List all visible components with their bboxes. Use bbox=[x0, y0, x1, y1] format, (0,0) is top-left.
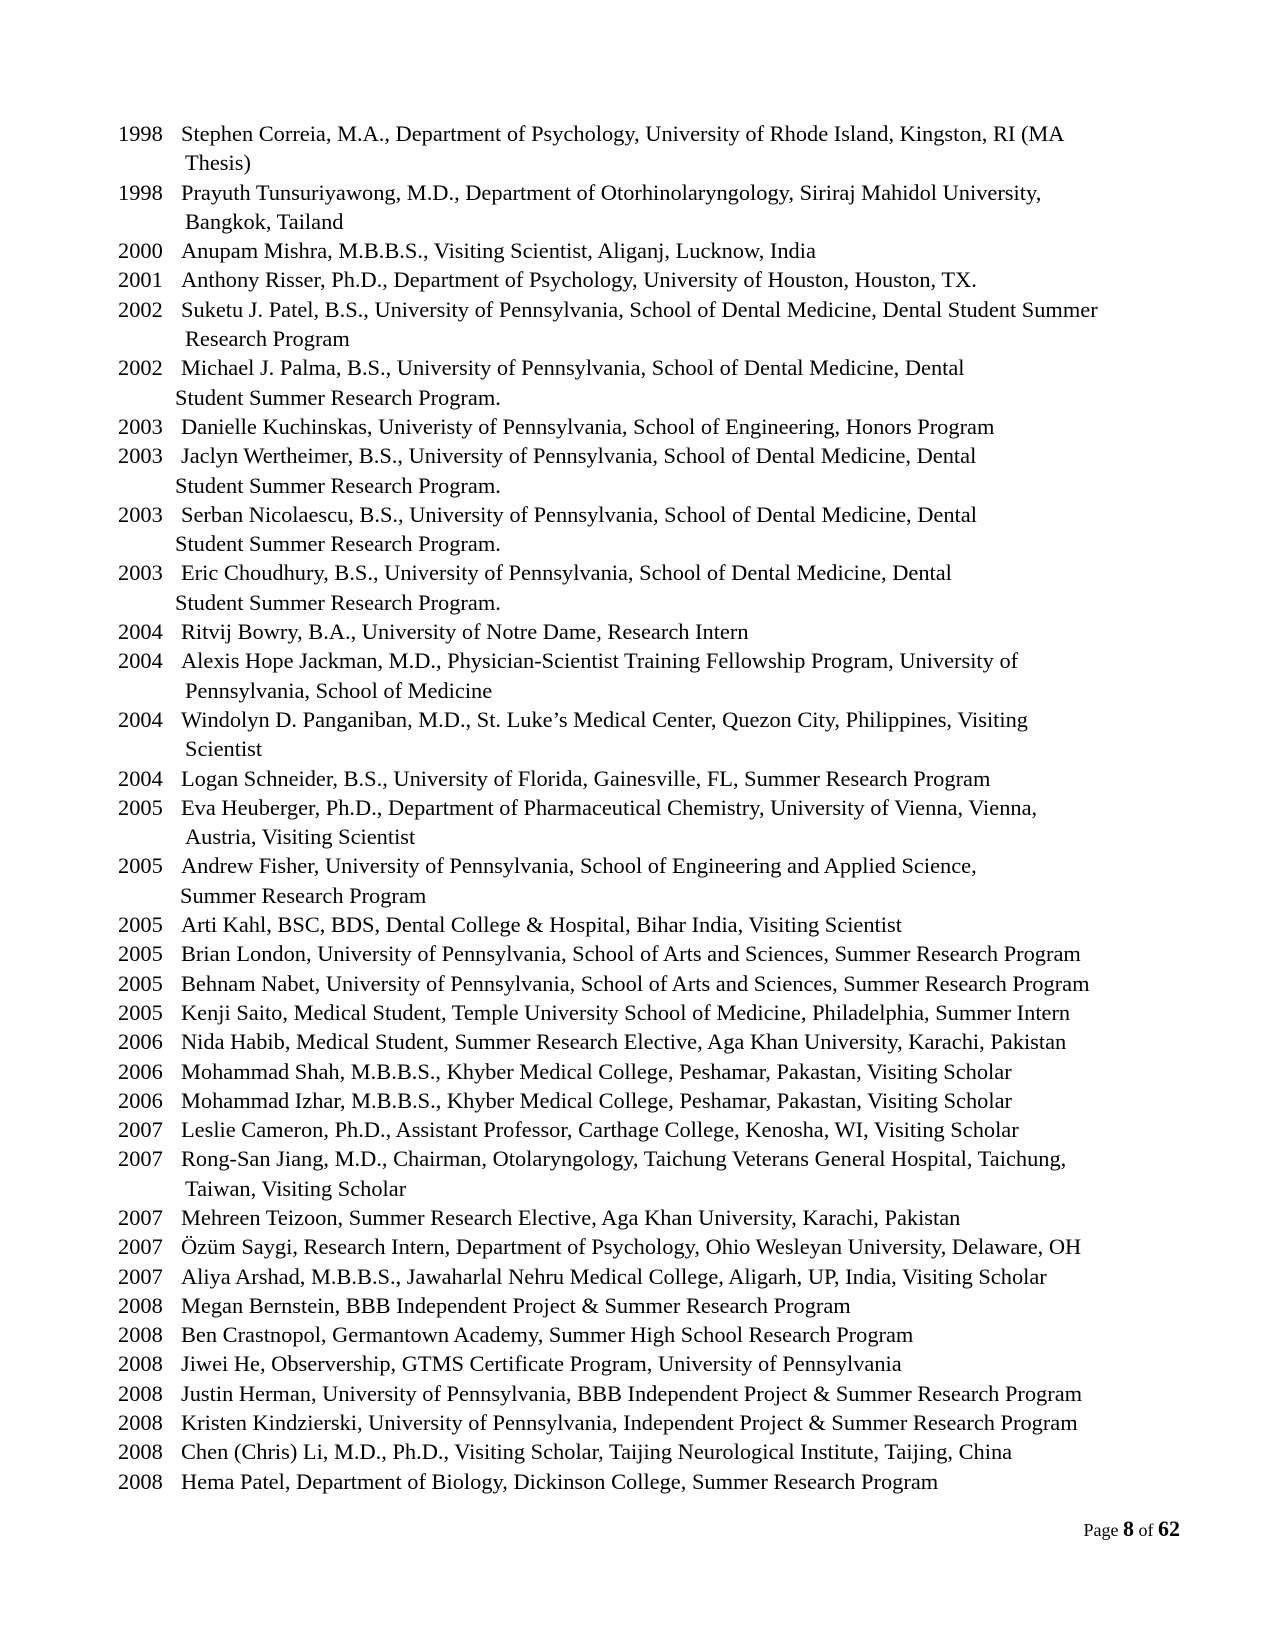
list-item bbox=[118, 500, 1208, 559]
entry-text: Alexis Hope Jackman, M.D., Physician-Scientist Training Fellowship Program, University of bbox=[181, 648, 1019, 674]
entry-first-line bbox=[118, 939, 1208, 968]
entry-year: 2008 bbox=[118, 1292, 163, 1318]
list-item bbox=[118, 1320, 1208, 1349]
entry-continuation: Pennsylvania, School of Medicine bbox=[185, 677, 493, 703]
entry-continuation: Scientist bbox=[185, 736, 263, 762]
list-item bbox=[118, 851, 1208, 910]
entry-continuation: Research Program bbox=[185, 326, 350, 352]
page-number: 8 bbox=[1123, 1516, 1134, 1541]
entry-year: 2003 bbox=[118, 560, 163, 586]
entry-text: Jaclyn Wertheimer, B.S., University of Pennsylvania, School of Dental Medicine, Dental bbox=[181, 443, 977, 469]
list-item bbox=[118, 1232, 1208, 1261]
entry-first-line bbox=[118, 236, 1208, 265]
entry-first-line bbox=[118, 1291, 1208, 1320]
entry-text: Justin Herman, University of Pennsylvania, BBB Independent Project & Summer Research Program bbox=[181, 1380, 1083, 1406]
entry-year: 2001 bbox=[118, 267, 163, 293]
entry-year: 2007 bbox=[118, 1263, 163, 1289]
entry-text: Megan Bernstein, BBB Independent Project & Summer Research Program bbox=[181, 1292, 851, 1318]
list-item bbox=[118, 1408, 1208, 1437]
entry-text: Kenji Saito, Medical Student, Temple University School of Medicine, Philadelphia, Summer Intern bbox=[181, 999, 1071, 1025]
entry-first-line bbox=[118, 1379, 1208, 1408]
entry-continuation: Student Summer Research Program. bbox=[175, 384, 501, 410]
entry-continuation: Bangkok, Tailand bbox=[185, 208, 344, 234]
entry-year: 1998 bbox=[118, 121, 163, 146]
entry-year: 2002 bbox=[118, 355, 163, 381]
entry-continuation: Student Summer Research Program. bbox=[175, 589, 501, 615]
entry-text: Rong-San Jiang, M.D., Chairman, Otolaryngology, Taichung Veterans General Hospital, Taichung, bbox=[181, 1146, 1067, 1172]
entry-first-line bbox=[118, 646, 1208, 675]
entry-first-line bbox=[118, 705, 1208, 734]
entry-first-line bbox=[118, 1057, 1208, 1086]
list-item bbox=[118, 558, 1208, 617]
entry-first-line bbox=[118, 500, 1208, 529]
list-item bbox=[118, 764, 1208, 793]
list-item bbox=[118, 998, 1208, 1027]
list-item bbox=[118, 353, 1208, 412]
entry-text: Aliya Arshad, M.B.B.S., Jawaharlal Nehru Medical College, Aligarh, UP, India, Visiting Scholar bbox=[181, 1263, 1047, 1289]
entry-first-line bbox=[118, 1232, 1208, 1261]
entry-text: Behnam Nabet, University of Pennsylvania, School of Arts and Sciences, Summer Research Program bbox=[181, 970, 1090, 996]
entry-first-line bbox=[118, 1467, 1208, 1496]
entry-text: Arti Kahl, BSC, BDS, Dental College & Hospital, Bihar India, Visiting Scientist bbox=[181, 912, 902, 938]
entry-text: Eva Heuberger, Ph.D., Department of Pharmaceutical Chemistry, University of Vienna, Vienna, bbox=[181, 794, 1038, 820]
list-item bbox=[118, 1086, 1208, 1115]
list-item bbox=[118, 646, 1208, 705]
entry-first-line bbox=[118, 1349, 1208, 1378]
list-item bbox=[118, 1203, 1208, 1232]
entry-first-line bbox=[118, 265, 1208, 294]
list-item bbox=[118, 617, 1208, 646]
list-item bbox=[118, 1262, 1208, 1291]
entry-year: 2003 bbox=[118, 501, 163, 527]
list-item bbox=[118, 793, 1208, 852]
entry-continuation: Student Summer Research Program. bbox=[175, 531, 501, 557]
entry-first-line bbox=[118, 178, 1208, 207]
entry-first-line bbox=[118, 412, 1208, 441]
entry-text: Anthony Risser, Ph.D., Department of Psychology, University of Houston, Houston, TX. bbox=[181, 267, 977, 293]
list-item bbox=[118, 1349, 1208, 1378]
entry-text: Andrew Fisher, University of Pennsylvania, School of Engineering and Applied Science, bbox=[181, 853, 977, 879]
trainee-list bbox=[118, 119, 1208, 1496]
entry-first-line bbox=[118, 1203, 1208, 1232]
entry-text: Mohammad Izhar, M.B.B.S., Khyber Medical College, Peshamar, Pakastan, Visiting Scholar bbox=[181, 1087, 1012, 1113]
entry-year: 2004 bbox=[118, 619, 163, 645]
entry-first-line bbox=[118, 441, 1208, 470]
entry-continuation: Thesis) bbox=[185, 150, 251, 176]
entry-first-line bbox=[118, 910, 1208, 939]
entry-first-line bbox=[118, 793, 1208, 822]
list-item bbox=[118, 969, 1208, 998]
entry-text: Stephen Correia, M.A., Department of Psychology, University of Rhode Island, Kingston, RI (MA bbox=[181, 121, 1065, 146]
entry-year: 2005 bbox=[118, 941, 163, 967]
entry-continuation: Taiwan, Visiting Scholar bbox=[185, 1175, 407, 1201]
list-item bbox=[118, 178, 1208, 237]
entry-year: 2005 bbox=[118, 853, 163, 879]
entry-year: 2004 bbox=[118, 706, 163, 732]
entry-year: 2003 bbox=[118, 443, 163, 469]
entry-year: 2008 bbox=[118, 1351, 163, 1377]
entry-year: 2008 bbox=[118, 1410, 163, 1436]
entry-text: Chen (Chris) Li, M.D., Ph.D., Visiting Scholar, Taijing Neurological Institute, Taijing, China bbox=[181, 1439, 1013, 1465]
list-item bbox=[118, 1467, 1208, 1496]
entry-first-line bbox=[118, 851, 1208, 880]
entry-text: Windolyn D. Panganiban, M.D., St. Luke’s Medical Center, Quezon City, Philippines, Visiting bbox=[181, 706, 1029, 732]
entry-first-line bbox=[118, 969, 1208, 998]
list-item bbox=[118, 1291, 1208, 1320]
entry-text: Suketu J. Patel, B.S., University of Pennsylvania, School of Dental Medicine, Dental Student Summer bbox=[181, 296, 1098, 322]
entry-text: Danielle Kuchinskas, Univeristy of Pennsylvania, School of Engineering, Honors Program bbox=[181, 413, 995, 439]
entry-continuation: Austria, Visiting Scientist bbox=[185, 824, 416, 850]
entry-text: Serban Nicolaescu, B.S., University of Pennsylvania, School of Dental Medicine, Dental bbox=[181, 501, 977, 527]
entry-first-line bbox=[118, 119, 1208, 148]
entry-year: 2006 bbox=[118, 1029, 163, 1055]
entry-continuation: Student Summer Research Program. bbox=[175, 472, 501, 498]
list-item bbox=[118, 1115, 1208, 1144]
entry-first-line bbox=[118, 1144, 1208, 1173]
entry-text: Özüm Saygi, Research Intern, Department of Psychology, Ohio Wesleyan University, Delaware, OH bbox=[181, 1234, 1082, 1260]
entry-continuation: Summer Research Program bbox=[180, 882, 427, 908]
entry-text: Logan Schneider, B.S., University of Florida, Gainesville, FL, Summer Research Program bbox=[181, 765, 991, 791]
entry-first-line bbox=[118, 295, 1208, 324]
entry-text: Mehreen Teizoon, Summer Research Elective, Aga Khan University, Karachi, Pakistan bbox=[181, 1204, 961, 1230]
list-item bbox=[118, 1057, 1208, 1086]
entry-year: 2005 bbox=[118, 912, 163, 938]
list-item bbox=[118, 939, 1208, 968]
list-item bbox=[118, 236, 1208, 265]
list-item bbox=[118, 705, 1208, 764]
entry-first-line bbox=[118, 1408, 1208, 1437]
entry-first-line bbox=[118, 1086, 1208, 1115]
list-item bbox=[118, 119, 1208, 178]
entry-year: 2008 bbox=[118, 1322, 163, 1348]
page-label: Page bbox=[1083, 1520, 1119, 1540]
entry-year: 2007 bbox=[118, 1146, 163, 1172]
entry-year: 2007 bbox=[118, 1204, 163, 1230]
entry-first-line bbox=[118, 1320, 1208, 1349]
entry-text: Michael J. Palma, B.S., University of Pennsylvania, School of Dental Medicine, Dental bbox=[181, 355, 965, 381]
entry-year: 1998 bbox=[118, 179, 163, 205]
entry-year: 2004 bbox=[118, 765, 163, 791]
entry-year: 2007 bbox=[118, 1117, 163, 1143]
entry-year: 2003 bbox=[118, 413, 163, 439]
list-item bbox=[118, 1144, 1208, 1203]
entry-text: Jiwei He, Observership, GTMS Certificate Program, University of Pennsylvania bbox=[181, 1351, 902, 1377]
list-item bbox=[118, 1027, 1208, 1056]
entry-first-line bbox=[118, 353, 1208, 382]
list-item bbox=[118, 910, 1208, 939]
entry-year: 2002 bbox=[118, 296, 163, 322]
entry-text: Prayuth Tunsuriyawong, M.D., Department of Otorhinolaryngology, Siriraj Mahidol University, bbox=[181, 179, 1042, 205]
entry-year: 2008 bbox=[118, 1439, 163, 1465]
entry-year: 2006 bbox=[118, 1087, 163, 1113]
of-label: of bbox=[1138, 1520, 1154, 1540]
entry-first-line bbox=[118, 1115, 1208, 1144]
entry-year: 2000 bbox=[118, 238, 163, 264]
entry-text: Kristen Kindzierski, University of Pennsylvania, Independent Project & Summer Research Program bbox=[181, 1410, 1078, 1436]
list-item bbox=[118, 1379, 1208, 1408]
entry-year: 2008 bbox=[118, 1380, 163, 1406]
entry-first-line bbox=[118, 764, 1208, 793]
entry-text: Eric Choudhury, B.S., University of Pennsylvania, School of Dental Medicine, Dental bbox=[181, 560, 952, 586]
list-item bbox=[118, 1437, 1208, 1466]
entry-text: Leslie Cameron, Ph.D., Assistant Professor, Carthage College, Kenosha, WI, Visiting Scholar bbox=[181, 1117, 1019, 1143]
entry-year: 2005 bbox=[118, 970, 163, 996]
entry-year: 2005 bbox=[118, 794, 163, 820]
list-item bbox=[118, 412, 1208, 441]
page-footer bbox=[1084, 1516, 1181, 1542]
entry-text: Nida Habib, Medical Student, Summer Research Elective, Aga Khan University, Karachi, Pakistan bbox=[181, 1029, 1067, 1055]
entry-first-line bbox=[118, 1262, 1208, 1291]
entry-first-line bbox=[118, 558, 1208, 587]
entry-year: 2004 bbox=[118, 648, 163, 674]
entry-year: 2005 bbox=[118, 999, 163, 1025]
entry-text: Ben Crastnopol, Germantown Academy, Summer High School Research Program bbox=[181, 1322, 914, 1348]
list-item bbox=[118, 441, 1208, 500]
entry-first-line bbox=[118, 1027, 1208, 1056]
list-item bbox=[118, 265, 1208, 294]
entry-text: Mohammad Shah, M.B.B.S., Khyber Medical College, Peshamar, Pakastan, Visiting Scholar bbox=[181, 1058, 1012, 1084]
entry-text: Anupam Mishra, M.B.B.S., Visiting Scientist, Aliganj, Lucknow, India bbox=[181, 238, 816, 264]
entry-first-line bbox=[118, 1437, 1208, 1466]
entry-first-line bbox=[118, 998, 1208, 1027]
entry-year: 2006 bbox=[118, 1058, 163, 1084]
entry-text: Hema Patel, Department of Biology, Dickinson College, Summer Research Program bbox=[181, 1468, 939, 1494]
entry-text: Ritvij Bowry, B.A., University of Notre Dame, Research Intern bbox=[181, 619, 749, 645]
entry-first-line bbox=[118, 617, 1208, 646]
entry-year: 2007 bbox=[118, 1234, 163, 1260]
list-item bbox=[118, 295, 1208, 354]
entry-year: 2008 bbox=[118, 1468, 163, 1494]
total-pages: 62 bbox=[1158, 1516, 1180, 1541]
entry-text: Brian London, University of Pennsylvania, School of Arts and Sciences, Summer Research Program bbox=[181, 941, 1081, 967]
